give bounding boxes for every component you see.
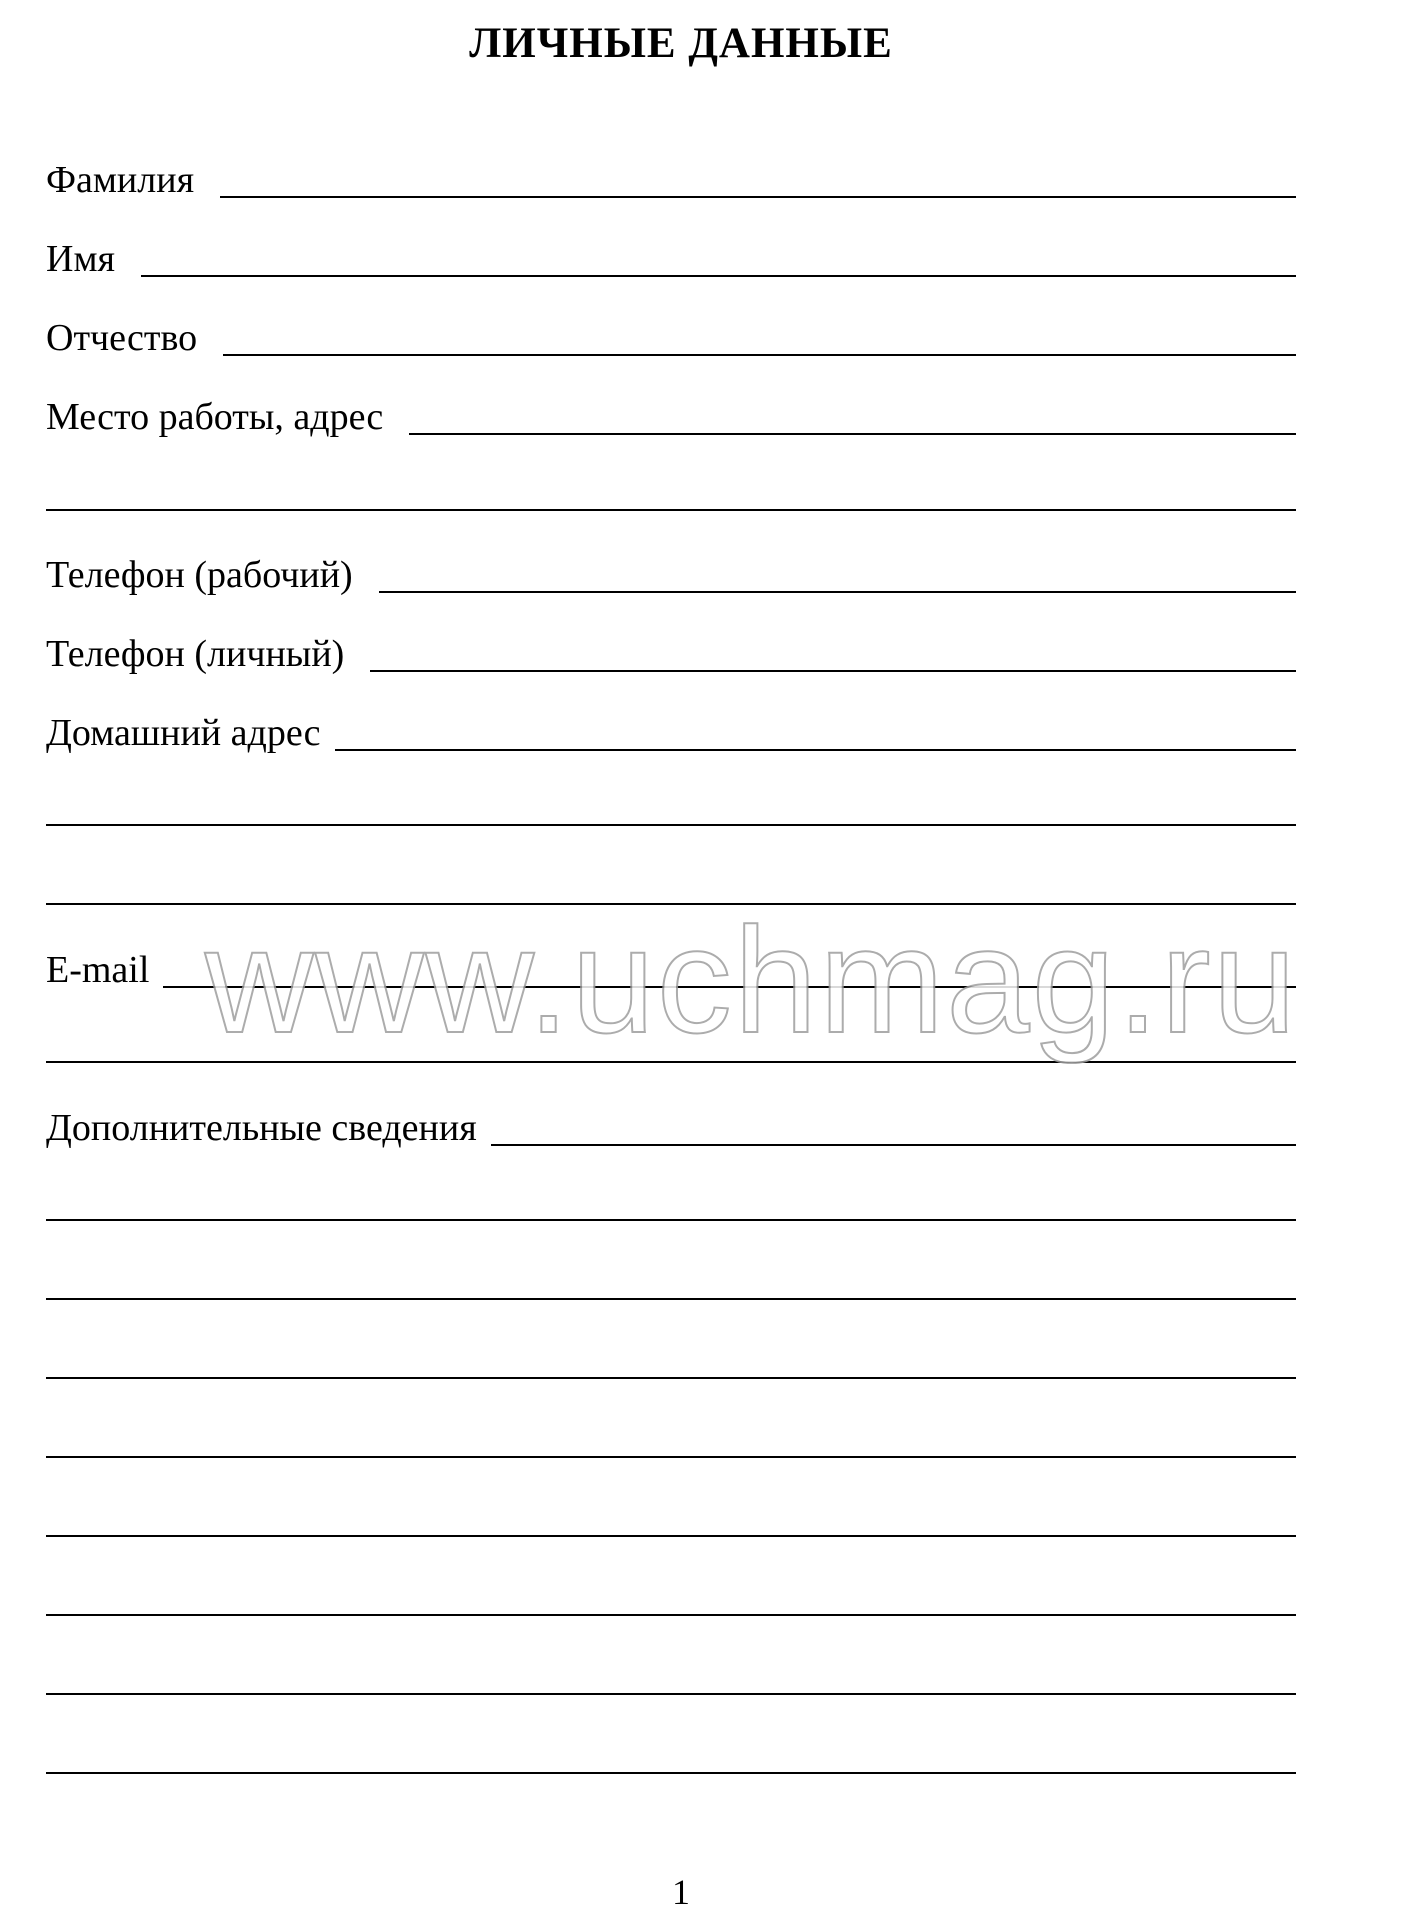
field-label-email: E-mail (46, 949, 150, 991)
field-row-workplace (46, 379, 1296, 439)
surname-input-line[interactable] (220, 196, 1296, 198)
field-row-home-address (46, 695, 1296, 755)
page-title: ЛИЧНЫЕ ДАННЫЕ (469, 20, 893, 67)
field-row-work-phone (46, 537, 1296, 597)
field-label-home-address: Домашний адрес (46, 712, 321, 754)
field-row-additional-info (46, 1090, 1296, 1150)
page-number: 1 (672, 1872, 690, 1912)
field-label-work-phone: Телефон (рабочий) (46, 554, 353, 596)
field-label-personal-phone: Телефон (личный) (46, 633, 345, 675)
email-input-line[interactable] (163, 986, 1296, 988)
additional-info-line-2[interactable] (46, 1298, 1296, 1300)
workplace-continuation-line[interactable] (46, 509, 1296, 511)
home-address-continuation-line-1[interactable] (46, 824, 1296, 826)
field-row-first-name (46, 221, 1296, 281)
field-label-surname: Фамилия (46, 159, 195, 201)
additional-info-line-4[interactable] (46, 1456, 1296, 1458)
field-row-personal-phone (46, 616, 1296, 676)
additional-info-line-3[interactable] (46, 1377, 1296, 1379)
field-row-patronymic (46, 300, 1296, 360)
patronymic-input-line[interactable] (223, 354, 1296, 356)
field-label-first-name: Имя (46, 238, 115, 280)
field-row-email (46, 932, 1296, 992)
additional-info-line-8[interactable] (46, 1772, 1296, 1774)
additional-info-input-line[interactable] (491, 1144, 1296, 1146)
field-row-surname (46, 142, 1296, 202)
field-label-additional-info: Дополнительные сведения (46, 1107, 477, 1149)
work-phone-input-line[interactable] (379, 591, 1296, 593)
field-label-patronymic: Отчество (46, 317, 198, 359)
additional-info-line-1[interactable] (46, 1219, 1296, 1221)
first-name-input-line[interactable] (141, 275, 1296, 277)
home-address-continuation-line-2[interactable] (46, 903, 1296, 905)
email-continuation-line[interactable] (46, 1061, 1296, 1063)
personal-phone-input-line[interactable] (370, 670, 1296, 672)
home-address-input-line[interactable] (335, 749, 1297, 751)
workplace-input-line[interactable] (409, 433, 1296, 435)
watermark: www.uchmag.ru (205, 896, 1299, 1064)
field-label-workplace: Место работы, адрес (46, 396, 384, 438)
additional-info-line-7[interactable] (46, 1693, 1296, 1695)
additional-info-line-5[interactable] (46, 1535, 1296, 1537)
additional-info-line-6[interactable] (46, 1614, 1296, 1616)
